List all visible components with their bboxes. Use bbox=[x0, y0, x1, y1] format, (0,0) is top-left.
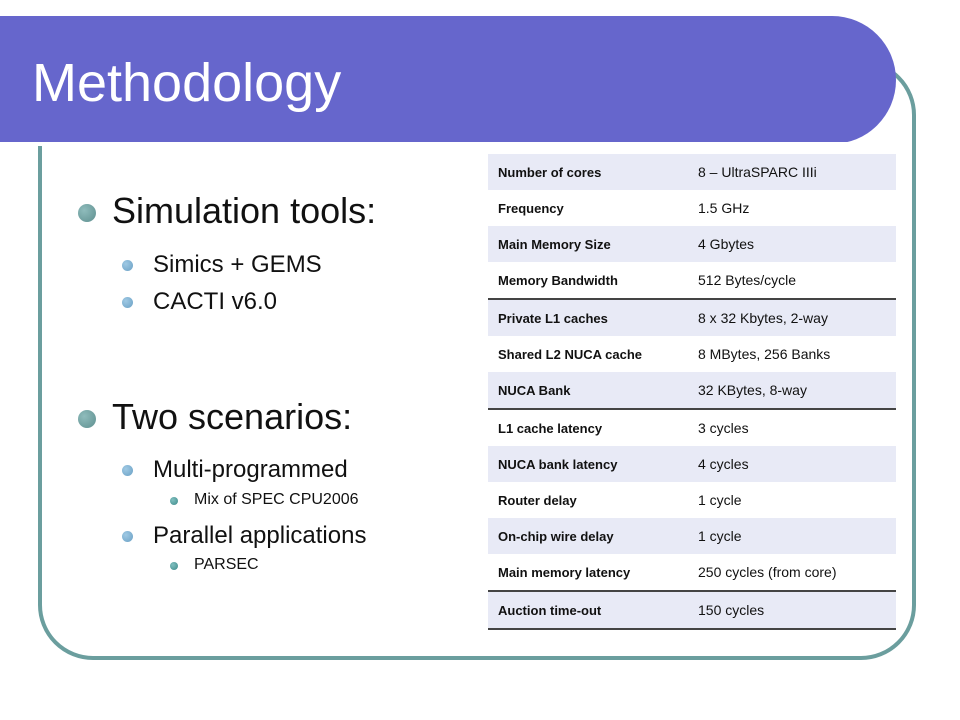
table-value: 8 x 32 Kbytes, 2-way bbox=[688, 299, 896, 336]
bullet-text: CACTI v6.0 bbox=[153, 288, 278, 315]
table-value: 3 cycles bbox=[688, 409, 896, 446]
table-value: 4 Gbytes bbox=[698, 236, 755, 252]
table-key: Router delay bbox=[498, 492, 577, 508]
table-key: Memory Bandwidth bbox=[498, 272, 618, 288]
table-key: Auction time-out bbox=[488, 591, 688, 629]
table-key: Shared L2 NUCA cache bbox=[498, 346, 643, 362]
bullet-text: Parallel applications bbox=[153, 522, 367, 549]
bullet-text: Two scenarios: bbox=[112, 396, 353, 437]
table-row bbox=[488, 482, 896, 518]
table-row bbox=[488, 446, 896, 482]
table-key: Number of cores bbox=[498, 164, 602, 180]
table-value: 32 KBytes, 8-way bbox=[698, 382, 807, 398]
bullet-dot-icon bbox=[122, 260, 133, 271]
table-key: NUCA Bank bbox=[498, 382, 571, 398]
bullet-text: Simics + GEMS bbox=[153, 251, 322, 278]
table-value: 1 cycle bbox=[698, 492, 742, 508]
bullet-dot-icon bbox=[170, 562, 178, 570]
table-value: 150 cycles bbox=[688, 591, 896, 629]
table-value: 8 MBytes, 256 Banks bbox=[698, 346, 831, 362]
table-row bbox=[488, 372, 896, 409]
table-row bbox=[488, 154, 896, 190]
bullet-text: Mix of SPEC CPU2006 bbox=[194, 491, 359, 508]
bullet-dot-icon bbox=[78, 410, 96, 428]
table-row bbox=[488, 262, 896, 299]
table-key: NUCA bank latency bbox=[498, 456, 618, 472]
bullet-dot-icon bbox=[122, 465, 133, 476]
table-row bbox=[488, 591, 896, 629]
title-bar bbox=[0, 16, 896, 144]
table-value: 4 cycles bbox=[698, 456, 749, 472]
slide-title: Methodology bbox=[32, 53, 342, 113]
bullet-dot-icon bbox=[170, 497, 178, 505]
bullet-dot-icon bbox=[122, 531, 133, 542]
table-value: 250 cycles (from core) bbox=[698, 564, 837, 580]
table-row bbox=[488, 336, 896, 372]
bullet-text: Multi-programmed bbox=[153, 456, 348, 483]
table-row bbox=[488, 299, 896, 336]
bullet-dot-icon bbox=[78, 204, 96, 222]
bullet-dot-icon bbox=[122, 297, 133, 308]
table-value: 1.5 GHz bbox=[698, 200, 750, 216]
spec-table bbox=[488, 154, 896, 630]
table-key: Private L1 caches bbox=[488, 299, 688, 336]
table-value: 1 cycle bbox=[698, 528, 742, 544]
table-row bbox=[488, 518, 896, 554]
table-key: On-chip wire delay bbox=[498, 528, 614, 544]
table-value: 8 – UltraSPARC IIIi bbox=[698, 164, 817, 180]
table-row bbox=[488, 409, 896, 446]
table-row bbox=[488, 554, 896, 591]
table-row bbox=[488, 226, 896, 262]
title-underline bbox=[0, 142, 848, 146]
bullet-text: PARSEC bbox=[194, 556, 259, 573]
table-key: Main Memory Size bbox=[498, 236, 611, 252]
table-value: 512 Bytes/cycle bbox=[698, 272, 797, 288]
table-key: L1 cache latency bbox=[488, 409, 688, 446]
table-key: Main memory latency bbox=[498, 564, 631, 580]
table-key: Frequency bbox=[498, 200, 564, 216]
table-row bbox=[488, 190, 896, 226]
bullet-text: Simulation tools: bbox=[112, 190, 377, 231]
